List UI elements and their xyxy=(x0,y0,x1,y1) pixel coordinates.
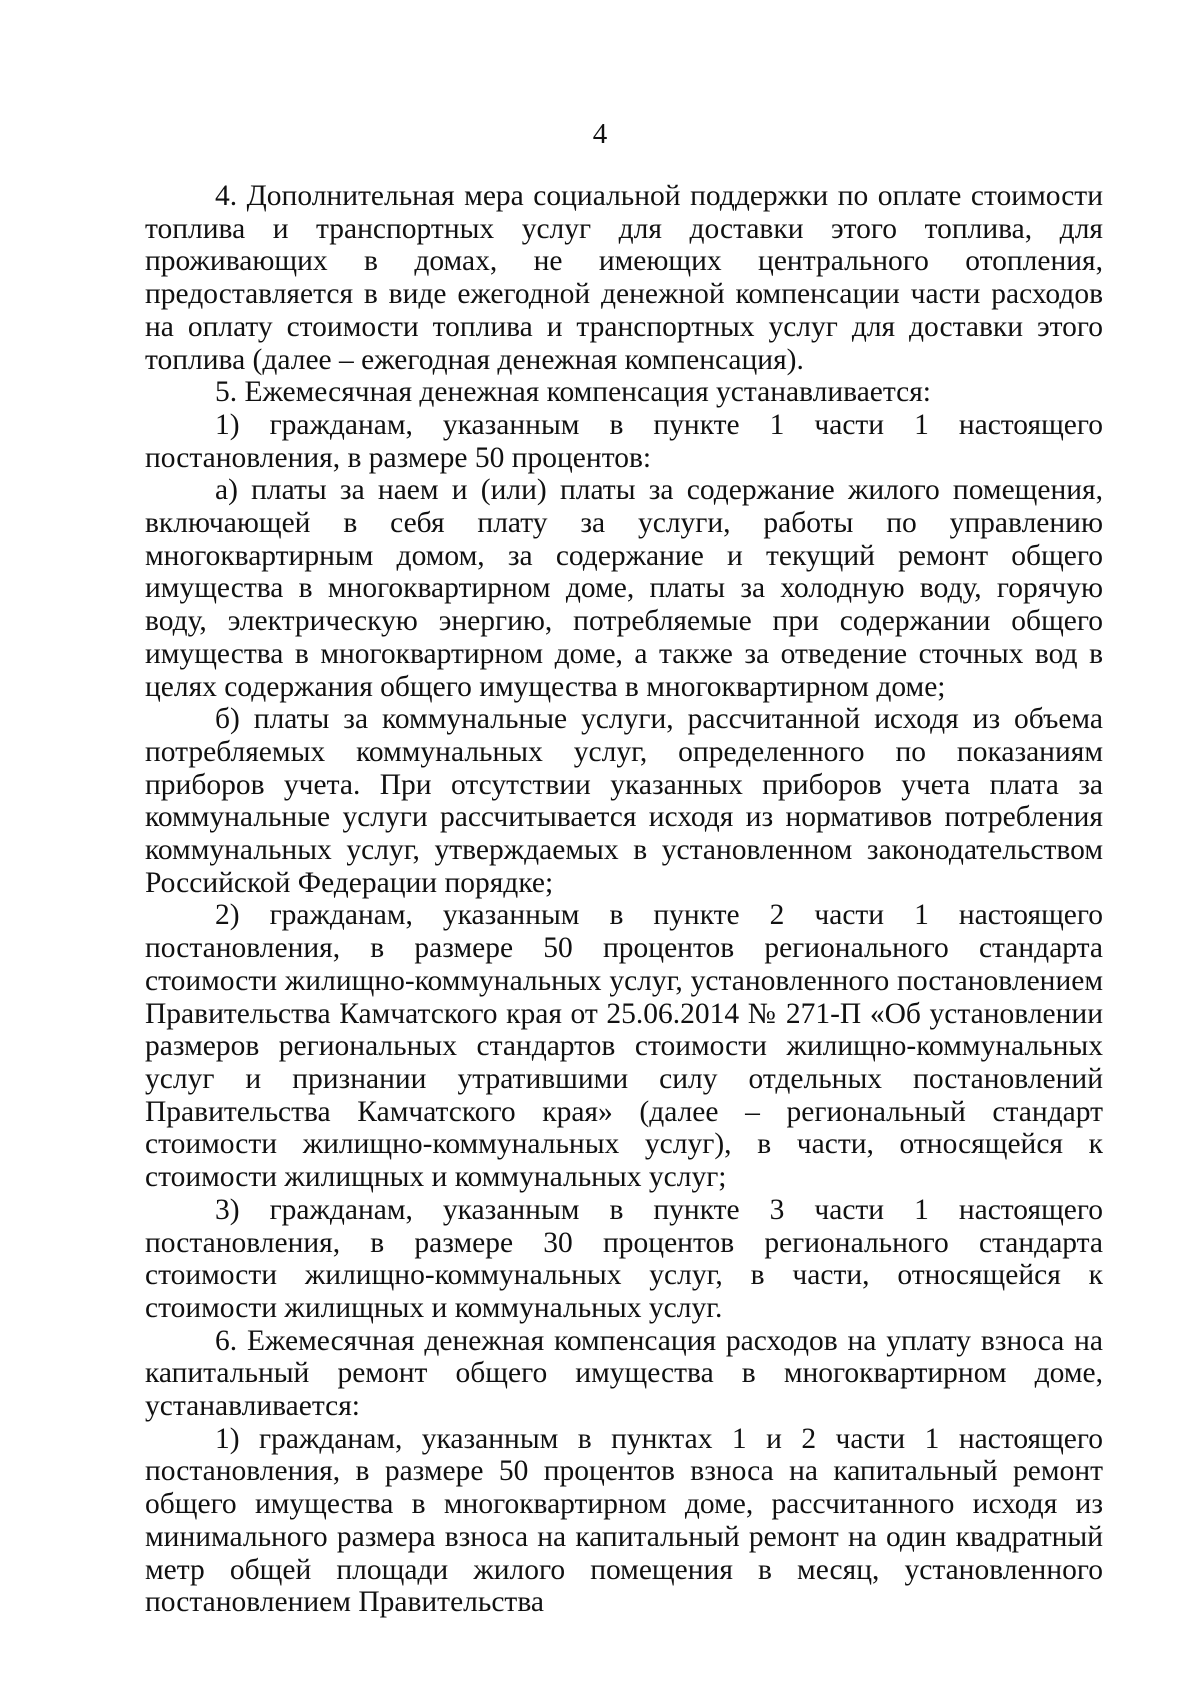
document-body xyxy=(145,180,1103,1619)
paragraph-5-1-citizens-point-1: 1) гражданам, указанным в пункте 1 части 1 настоящего постановления, в размере 50 процентов: xyxy=(145,408,1103,474)
paragraph-6-1-citizens-points-1-2: 1) гражданам, указанным в пунктах 1 и 2 части 1 настоящего постановления, в размере 50 процентов взноса на капитальный ремонт общего имущества в многоквартирном доме, рассчитанного исходя из минимального размера взноса на капитальный ремонт на один квадратный метр общей площади жилого помещения в месяц, установленного постановлением Правительства xyxy=(145,1422,1103,1619)
paragraph-5-monthly-compensation: 5. Ежемесячная денежная компенсация устанавливается: xyxy=(215,376,931,409)
paragraph-4-fuel-compensation: 4. Дополнительная мера социальной поддержки по оплате стоимости топлива и транспортных услуг для доставки этого топлива, для проживающих в домах, не имеющих центрального отопления, предоставляется в виде ежегодной денежной компенсации части расходов на оплату стоимости топлива и транспортных услуг для доставки этого топлива (далее – ежегодная денежная компенсация). xyxy=(145,180,1103,376)
paragraph-5-1-b-utility-payment: б) платы за коммунальные услуги, рассчитанной исходя из объема потребляемых коммунальных услуг, определенного по показаниям приборов учета. При отсутствии указанных приборов учета плата за коммунальные услуги рассчитывается исходя из нормативов потребления коммунальных услуг, утверждаемых в установленном законодательством Российской Федерации порядке; xyxy=(145,703,1103,899)
paragraph-5-1-a-housing-payment: а) платы за наем и (или) платы за содержание жилого помещения, включающей в себя плату за услуги, работы по управлению многоквартирным домом, за содержание и текущий ремонт общего имущества в многоквартирном доме, платы за холодную воду, горячую воду, электрическую энергию, потребляемые при содержании общего имущества в многоквартирном доме, а также за отведение сточных вод в целях содержания общего имущества в многоквартирном доме; xyxy=(145,474,1103,703)
paragraph-5-3-citizens-point-3: 3) гражданам, указанным в пункте 3 части 1 настоящего постановления, в размере 30 процентов регионального стандарта стоимости жилищно-коммунальных услуг, в части, относящейся к стоимости жилищных и коммунальных услуг. xyxy=(145,1193,1103,1324)
paragraph-5-2-citizens-point-2: 2) гражданам, указанным в пункте 2 части 1 настоящего постановления, в размере 50 процентов регионального стандарта стоимости жилищно-коммунальных услуг, установленного постановлением Правительства Камчатского края от 25.06.2014 № 271-П «Об установлении размеров региональных стандартов стоимости жилищно-коммунальных услуг и признании утратившими силу отдельных постановлений Правительства Камчатского края» (далее – региональный стандарт стоимости жилищно-коммунальных услуг), в части, относящейся к стоимости жилищных и коммунальных услуг; xyxy=(145,899,1103,1194)
paragraph-6-capital-repair-compensation: 6. Ежемесячная денежная компенсация расходов на уплату взноса на капитальный ремонт общего имущества в многоквартирном доме, устанавливается: xyxy=(145,1324,1103,1423)
page-number: 4 xyxy=(592,118,608,150)
